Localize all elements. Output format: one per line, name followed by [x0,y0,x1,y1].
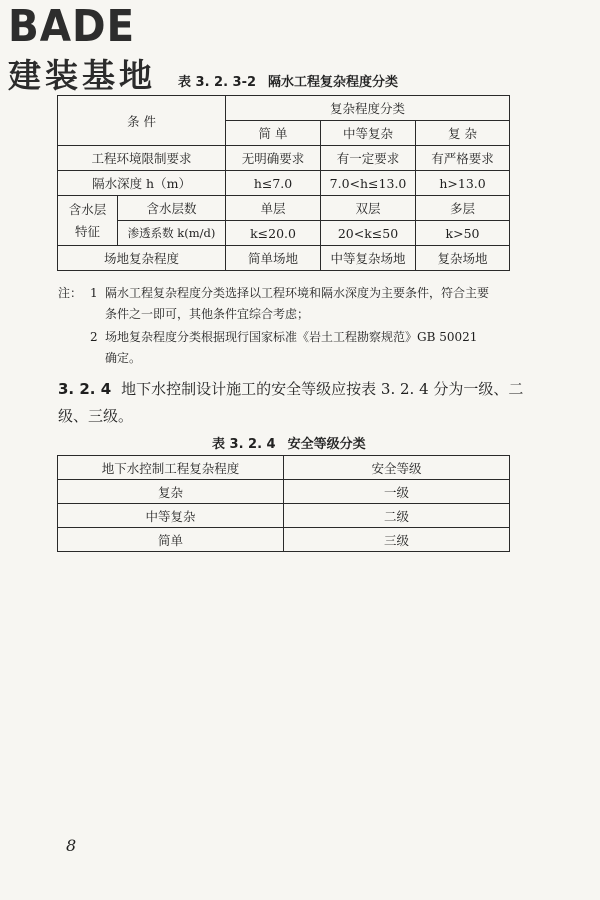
table-cell: h≤7.0 [226,171,321,196]
table-row [58,96,510,121]
table-row [58,456,510,480]
note-line: 确定。 [105,351,142,365]
row-label: 场地复杂程度 [58,246,226,271]
complexity-table [57,95,510,271]
table-row [58,196,510,221]
table-1-number: 表 3. 2. 3-2 [178,75,257,90]
row-label: 工程环境限制要求 [58,146,226,171]
row-label: 隔水深度 h（m） [58,171,226,196]
header-condition: 条 件 [58,96,226,146]
note-1 [58,283,528,325]
table-cell: k>50 [416,221,510,246]
bade-logo [8,1,178,96]
table-2-caption [212,433,366,452]
table-row [58,528,510,552]
aquifer-group-label [58,196,118,246]
table-row [58,171,510,196]
table-cell: 二级 [284,504,510,528]
table-cell: 有一定要求 [321,146,416,171]
table-cell: 简单 [58,528,284,552]
note-line: 隔水工程复杂程度分类选择以工程环境和隔水深度为主要条件，符合主要 [105,286,490,300]
aquifer-label-line-1: 含水层 [68,201,107,217]
table-2-title: 安全等级分类 [287,437,366,452]
table-cell: 20<k≤50 [321,221,416,246]
note-2 [58,327,528,369]
clause-text: 地下水控制设计施工的安全等级应按表 3. 2. 4 分为一级、二级、三级。 [58,380,524,425]
table-row [58,146,510,171]
table-row [58,480,510,504]
table-cell: 无明确要求 [226,146,321,171]
table-cell: h>13.0 [416,171,510,196]
table-row [58,221,510,246]
table-cell: 一级 [284,480,510,504]
header-complexity-group: 复杂程度分类 [226,96,510,121]
table-cell: 有严格要求 [416,146,510,171]
header-safety-level: 安全等级 [284,456,510,480]
table-cell: 多层 [416,196,510,221]
table-cell: 7.0<h≤13.0 [321,171,416,196]
header-simple: 简 单 [226,121,321,146]
header-complexity: 地下水控制工程复杂程度 [58,456,284,480]
table-1-title: 隔水工程复杂程度分类 [268,75,399,90]
logo-chinese-name: 建装基地 [8,56,156,95]
table-2-number: 表 3. 2. 4 [212,437,276,452]
table-cell: 中等复杂场地 [321,246,416,271]
table-cell: k≤20.0 [226,221,321,246]
clause-3-2-4 [58,376,528,430]
logo-brand: BADE [8,1,136,52]
table-cell: 复杂 [58,480,284,504]
table-cell: 复杂场地 [416,246,510,271]
table-cell: 中等复杂 [58,504,284,528]
aquifer-label-line-2: 特征 [74,223,100,239]
note-number: 2 [90,330,98,344]
header-complex: 复 杂 [416,121,510,146]
note-line: 场地复杂程度分类根据现行国家标准《岩土工程勘察规范》GB 50021 [105,330,478,344]
table-cell: 单层 [226,196,321,221]
row-label: 含水层数 [118,196,226,221]
row-label: 渗透系数 k(m/d) [118,221,226,246]
clause-number: 3. 2. 4 [58,380,112,398]
notes-label: 注： [58,286,83,300]
table-cell: 双层 [321,196,416,221]
table-notes [58,283,528,369]
note-number: 1 [90,286,98,300]
note-line: 条件之一即可，其他条件宜综合考虑； [105,307,310,321]
header-medium: 中等复杂 [321,121,416,146]
page-number: 8 [66,836,77,855]
table-row [58,504,510,528]
table-1-caption [178,71,398,90]
table-row [58,246,510,271]
table-cell: 简单场地 [226,246,321,271]
table-cell: 三级 [284,528,510,552]
safety-level-table [57,455,510,552]
